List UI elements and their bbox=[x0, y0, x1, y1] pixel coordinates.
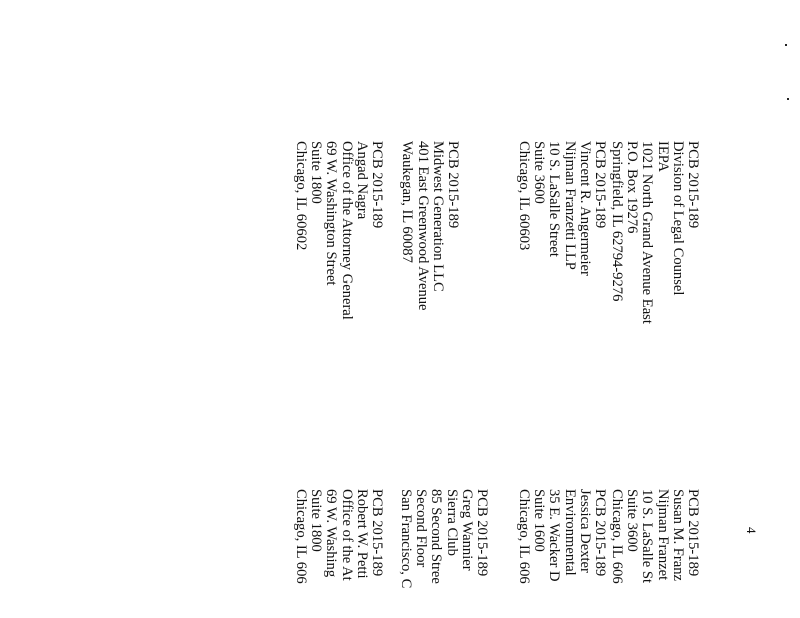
contact-organization: Midwest Generation LLC bbox=[429, 141, 446, 292]
service-list-entry bbox=[516, 141, 607, 276]
contact-organization: Nijman Franzet bbox=[654, 489, 671, 581]
city-state-zip: Chicago, IL 606 bbox=[516, 489, 533, 584]
address-line: 69 W. Washing bbox=[323, 489, 340, 578]
case-number: PCB 2015-189 bbox=[592, 489, 608, 577]
case-number: PCB 2015-189 bbox=[592, 141, 608, 229]
address-line: 401 East Greenwood Avenue bbox=[414, 141, 431, 311]
page-number: 4 bbox=[744, 527, 759, 534]
scan-speck bbox=[785, 44, 787, 46]
city-state-zip: Chicago, IL 606 bbox=[293, 489, 310, 584]
contact-organization: Environmental bbox=[561, 489, 578, 576]
address-line: Suite 1800 bbox=[308, 489, 325, 552]
case-number: PCB 2015-189 bbox=[474, 489, 490, 577]
address-line: 10 S. LaSalle St bbox=[639, 489, 656, 584]
service-list-entry bbox=[398, 489, 489, 588]
contact-name: Greg Wannier bbox=[458, 489, 475, 571]
contact-name: Division of Legal Counsel bbox=[669, 141, 686, 296]
service-list-entry bbox=[609, 141, 700, 324]
case-number: PCB 2015-189 bbox=[369, 141, 385, 229]
contact-name: Vincent R. Angermeier bbox=[576, 141, 593, 276]
service-list-entry bbox=[293, 489, 384, 584]
address-line: Suite 1800 bbox=[308, 141, 325, 204]
address-line: Second Floor bbox=[413, 489, 430, 568]
contact-organization: IEPA bbox=[654, 141, 671, 173]
address-line: Suite 1600 bbox=[531, 489, 548, 552]
contact-name: Susan M. Franz bbox=[669, 489, 686, 582]
case-number: PCB 2015-189 bbox=[369, 489, 385, 577]
case-number: PCB 2015-189 bbox=[445, 141, 461, 229]
service-list-entry bbox=[399, 141, 460, 311]
contact-organization: Nijman Franzetti LLP bbox=[561, 141, 578, 270]
contact-organization: Office of the Attorney General bbox=[338, 141, 355, 320]
service-list-entry bbox=[516, 489, 607, 584]
address-line: 1021 North Grand Avenue East bbox=[639, 141, 656, 324]
address-line: 69 W. Washington Street bbox=[323, 141, 340, 286]
case-number: PCB 2015-189 bbox=[685, 489, 701, 577]
city-state-zip: Waukegan, IL 60087 bbox=[399, 141, 416, 263]
service-list-entry bbox=[609, 489, 700, 584]
address-line: Suite 3600 bbox=[531, 141, 548, 204]
city-state-zip: Chicago, IL 606 bbox=[609, 489, 626, 584]
address-line: P.O. Box 19276 bbox=[624, 141, 641, 234]
contact-name: Angad Nagra bbox=[353, 141, 370, 220]
address-line: Suite 3600 bbox=[624, 489, 641, 552]
city-state-zip: Chicago, IL 60603 bbox=[516, 141, 533, 251]
address-line: 35 E. Wacker D bbox=[546, 489, 563, 582]
contact-name: Jessica Dexter bbox=[576, 489, 593, 573]
address-line: 85 Second Stree bbox=[428, 489, 445, 584]
city-state-zip: Chicago, IL 60602 bbox=[293, 141, 310, 251]
case-number: PCB 2015-189 bbox=[685, 141, 701, 229]
address-line: 10 S. LaSalle Street bbox=[546, 141, 563, 257]
service-list-entry bbox=[293, 141, 384, 320]
city-state-zip: San Francisco, C bbox=[398, 489, 415, 589]
contact-name: Robert W. Petti bbox=[353, 489, 370, 579]
contact-organization: Sierra Club bbox=[443, 489, 460, 556]
scan-speck bbox=[787, 98, 789, 100]
contact-organization: Office of the At bbox=[338, 489, 355, 581]
city-state-zip: Springfield, IL 62794-9276 bbox=[609, 141, 626, 302]
